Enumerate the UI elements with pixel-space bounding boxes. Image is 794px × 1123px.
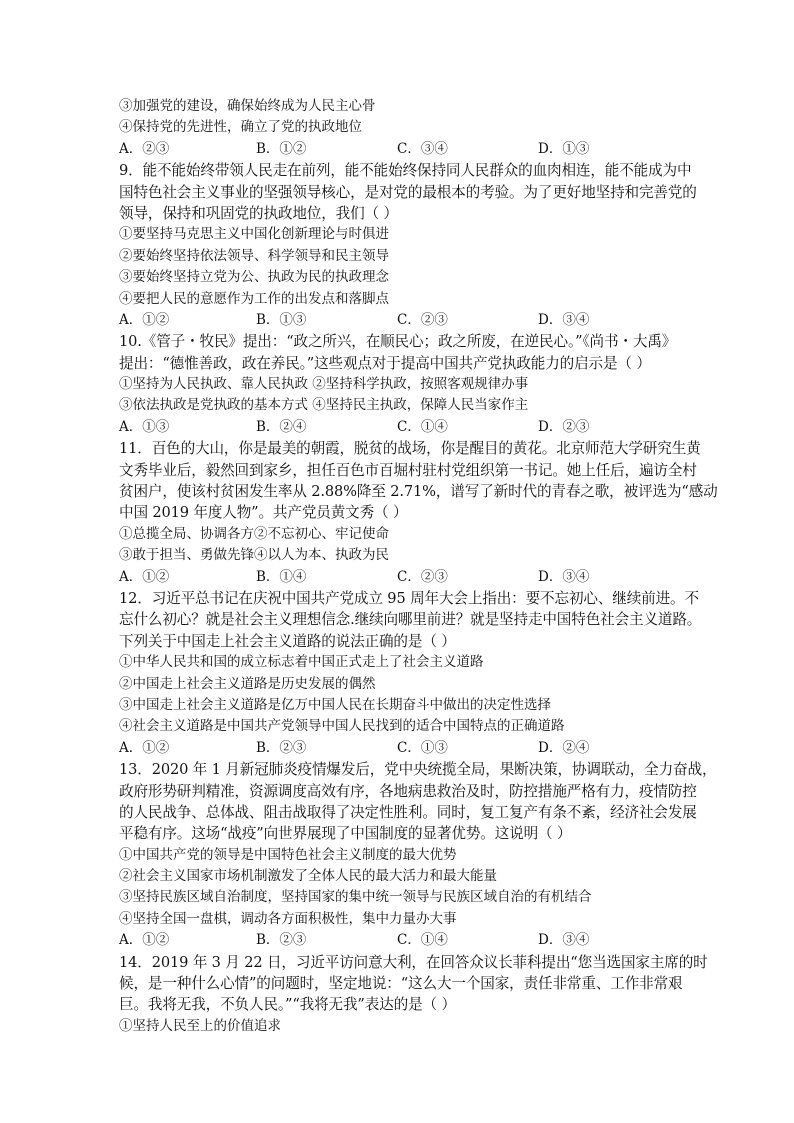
option-statement: ③坚持民族区域自治制度，坚持国家的集中统一领导与民族区域自治的有机结合: [119, 889, 592, 906]
choice-c: C．①④: [397, 418, 448, 435]
choice-b: B．①②: [256, 140, 307, 157]
choice-c: C．②③: [397, 311, 448, 328]
exam-content: [119, 96, 718, 1037]
choice-a: A．①②: [119, 568, 170, 585]
choice-b: B．②③: [256, 932, 307, 949]
choice-d: D．③④: [538, 932, 590, 949]
choice-a: A．①③: [119, 418, 170, 435]
question-text: 11．百色的大山，你是最美的朝霞，脱贫的战场，你是醒目的黄花。北京师范大学研究生黄: [119, 440, 701, 458]
answer-choices: [119, 567, 679, 588]
choice-d: D．③④: [538, 311, 590, 328]
question-text: 中国 2019 年度人物”。共产党员黄文秀（ ）: [119, 504, 408, 522]
question-text: 的人民战争、总体战、阻击战取得了决定性胜利。同时，复工复产有条不紊，经济社会发展: [119, 803, 697, 821]
choice-b: B．②④: [256, 418, 307, 435]
question-text: 贫困户，使该村贫困发生率从 2.88%降至 2.71%，谱写了新时代的青春之歌，被评选为“感动: [119, 483, 718, 501]
choice-d: D．②④: [538, 739, 590, 756]
question-text: 巨。我将无我，不负人民。”“我将无我”表达的是（ ）: [119, 996, 456, 1014]
option-statement: ②中国走上社会主义道路是历史发展的偶然: [119, 675, 376, 692]
choice-b: B．②③: [256, 739, 307, 756]
option-statement: ①中国共产党的领导是中国特色社会主义制度的最大优势: [119, 846, 457, 863]
answer-choices: [119, 139, 679, 160]
question-text: 12．习近平总书记在庆祝中国共产党成立 95 周年大会上指出：要不忘初心、继续前进。不: [119, 589, 699, 607]
choice-c: C．①④: [397, 932, 448, 949]
option-statement: ④社会主义道路是中国共产党领导中国人民找到的适合中国特点的正确道路: [119, 718, 565, 735]
option-statement: ④坚持全国一盘棋，调动各方面积极性，集中力量办大事: [119, 910, 457, 927]
choice-d: D．①③: [538, 140, 590, 157]
choice-d: D．②③: [538, 418, 590, 435]
choice-a: A．①②: [119, 932, 170, 949]
question-text: 领导，保持和巩固党的执政地位，我们（ ）: [119, 204, 398, 222]
choice-a: A．①②: [119, 311, 170, 328]
question-text: 文秀毕业后，毅然回到家乡，担任百色市百堀村驻村党组织第一书记。她上任后，遍访全村: [119, 461, 697, 479]
question-text: 10.《管子・牧民》提出：“政之所兴，在顺民心；政之所废，在逆民心。”《尚书・大禹》: [119, 333, 677, 351]
question-text: 提出：“德惟善政，政在养民。”这些观点对于提高中国共产党执政能力的启示是（ ）: [119, 354, 651, 372]
answer-choices: [119, 310, 679, 331]
answer-choices: [119, 738, 679, 759]
option-statement: ③中国走上社会主义道路是亿万中国人民在长期奋斗中做出的决定性选择: [119, 696, 551, 713]
option-statement: ①要坚持马克思主义中国化创新理论与时俱进: [119, 226, 389, 243]
choice-c: C．①③: [397, 739, 448, 756]
option-statement: ③依法执政是党执政的基本方式 ④坚持民主执政，保障人民当家作主: [119, 397, 529, 414]
question-text: 13．2020 年 1 月新冠肺炎疫情爆发后，党中央统揽全局，果断决策，协调联动，全力奋战，: [119, 761, 717, 779]
option-statement: ③敢于担当、勇做先锋④以人为本、执政为民: [119, 547, 389, 564]
choice-c: C．③④: [397, 140, 448, 157]
option-statement: ③要始终坚持立党为公、执政为民的执政理念: [119, 269, 389, 286]
question-text: 平稳有序。这场“战疫”向世界展现了中国制度的显著优势。这说明（ ）: [119, 825, 572, 843]
answer-choices: [119, 417, 679, 438]
choice-d: D．③④: [538, 568, 590, 585]
question-text: 忘什么初心？就是社会主义理想信念.继续向哪里前进？就是坚持走中国特色社会主义道路。: [119, 611, 702, 629]
question-text: 下列关于中国走上社会主义道路的说法正确的是（ ）: [119, 632, 456, 650]
answer-choices: [119, 930, 679, 951]
question-text: 9．能不能始终带领人民走在前列，能不能始终保持同人民群众的血肉相连，能不能成为中: [119, 162, 692, 180]
question-text: 政府形势研判精准，资源调度高效有序，各地病患救治及时，防控措施严格有力，疫情防控: [119, 782, 697, 800]
choice-b: B．①④: [256, 568, 307, 585]
choice-a: A．①②: [119, 739, 170, 756]
option-statement: ②要始终坚持依法领导、科学领导和民主领导: [119, 247, 389, 264]
choice-a: A．②③: [119, 140, 170, 157]
question-text: 国特色社会主义事业的坚强领导核心，是对党的最根本的考验。为了更好地坚持和完善党的: [119, 183, 697, 201]
option-statement: ④保持党的先进性，确立了党的执政地位: [119, 119, 362, 136]
option-statement: ①中华人民共和国的成立标志着中国正式走上了社会主义道路: [119, 654, 484, 671]
option-statement: ①总揽全局、协调各方②不忘初心、牢记使命: [119, 525, 389, 542]
question-text: 14．2019 年 3 月 22 日，习近平访问意大利，在回答众议长菲科提出“您当选国家主席的时: [119, 953, 708, 971]
choice-c: C．②③: [397, 568, 448, 585]
option-statement: ③加强党的建设，确保始终成为人民主心骨: [119, 98, 376, 114]
option-statement: ②社会主义国家市场机制激发了全体人民的最大活力和最大能量: [119, 868, 497, 885]
option-statement: ④要把人民的意愿作为工作的出发点和落脚点: [119, 290, 389, 307]
choice-b: B．①③: [256, 311, 307, 328]
question-text: 候，是一种什么心情”的问题时，坚定地说：“这么大一个国家，责任非常重、工作非常艰: [119, 975, 683, 993]
option-statement: ①坚持为人民执政、靠人民执政 ②坚持科学执政，按照客观规律办事: [119, 376, 529, 393]
option-statement: ①坚持人民至上的价值追求: [119, 1017, 281, 1034]
